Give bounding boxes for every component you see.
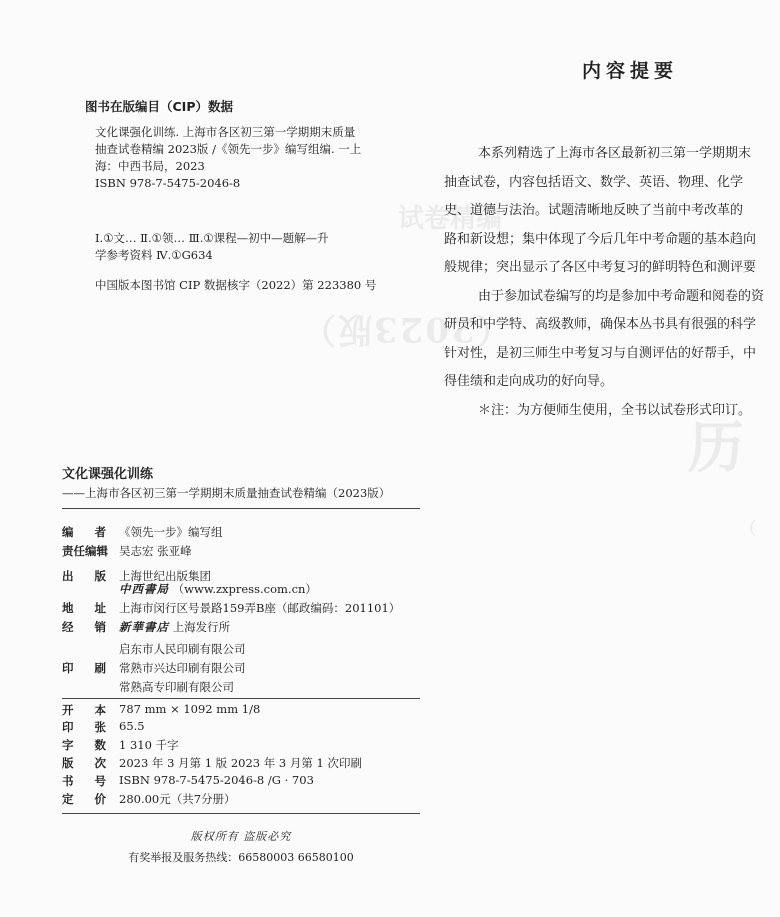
summary-title: 内容提要	[582, 60, 679, 82]
summary-line: 抽查试卷，内容包括语文、数学、英语、物理、化学	[444, 174, 744, 190]
info-label: 地址	[62, 601, 106, 615]
distributor-name: 上海发行所	[172, 620, 231, 634]
info-label: 经销	[62, 620, 106, 634]
summary-line: 本系列精选了上海市各区最新初三第一学期期末	[478, 146, 752, 161]
info-label: 字数	[62, 738, 106, 752]
divider	[62, 508, 420, 509]
info-label: 书号	[62, 774, 106, 788]
info-value: 常熟市兴达印刷有限公司	[119, 661, 246, 675]
show-through-big-char: 历	[688, 415, 744, 481]
publisher-logo: 中西書局	[119, 582, 169, 596]
info-label: 印张	[62, 720, 106, 734]
info-value: 2023 年 3 月第 1 版 2023 年 3 月第 1 次印刷	[119, 756, 363, 770]
cip-catalog-line: 文化课强化训练. 上海市各区初三第一学期期末质量	[95, 125, 356, 139]
info-label: 责任编辑	[62, 544, 108, 558]
info-value: 吴志宏 张亚峰	[119, 544, 192, 558]
cip-catalog-line: ISBN 978-7-5475-2046-8	[95, 176, 241, 190]
hotline: 有奖举报及服务热线：66580003 66580100	[128, 851, 354, 864]
show-through-small-char: （	[740, 519, 757, 538]
info-value: 常熟高专印刷有限公司	[119, 680, 234, 694]
cip-number-line: 中国版本图书馆 CIP 数据核字（2022）第 223380 号	[95, 278, 377, 292]
summary-line: 由于参加试卷编写的均是参加中考命题和阅卷的资	[478, 288, 765, 304]
info-value: 1 310 千字	[119, 738, 179, 752]
summary-line: 针对性，是初三师生中考复习与自测评估的好帮手，中	[444, 345, 757, 361]
rights-notice: 版权所有 盗版必究	[190, 830, 292, 843]
info-value: 65.5	[119, 719, 145, 733]
summary-body	[444, 140, 780, 425]
summary-line: 研员和中学特、高级教师，确保本丛书具有很强的科学	[444, 317, 757, 332]
summary-line: 得佳绩和走向成功的好向导。	[444, 374, 614, 389]
info-value: 上海市闵行区号景路159弄B座（邮政编码：201101）	[119, 601, 401, 615]
info-value: 《领先一步》编写组	[119, 525, 223, 539]
info-value: 启东市人民印刷有限公司	[119, 642, 246, 656]
info-label: 出版	[62, 569, 106, 583]
info-value: 280.00元（共7分册）	[119, 792, 236, 806]
summary-line: 史、道德与法治。试题清晰地反映了当前中考改革的	[444, 203, 744, 218]
info-label: 版次	[62, 756, 106, 770]
info-label: 印刷	[62, 661, 106, 675]
book-subtitle: ——上海市各区初三第一学期期末质量抽查试卷精编（2023版）	[62, 486, 391, 500]
info-label: 编者	[62, 525, 106, 539]
info-value	[119, 581, 317, 597]
info-label: 开本	[62, 703, 106, 717]
info-value	[119, 619, 230, 635]
cip-classification-line: 学参考资料 Ⅳ.①G634	[95, 248, 213, 262]
divider	[62, 698, 420, 699]
info-value: 上海世纪出版集团	[119, 569, 211, 583]
summary-line: 般规律；突出显示了各区中考复习的鲜明特色和测评要	[444, 260, 757, 275]
summary-note: ＊注：为方便师生使用，全书以试卷形式印订。	[478, 402, 752, 418]
distributor-logo: 新華書店	[119, 620, 169, 634]
show-through-spine-text: 试卷精编	[398, 204, 503, 234]
cip-catalog-line: 抽查试卷精编 2023版 /《领先一步》编写组编. 一上	[95, 142, 362, 156]
cip-catalog	[95, 124, 395, 192]
publisher-website: （www.zxpress.com.cn）	[172, 582, 317, 596]
cip-classification-line: Ⅰ.①文… Ⅱ.①领… Ⅲ.①课程—初中—题解—升	[95, 231, 329, 245]
book-title: 文化课强化训练	[62, 467, 154, 482]
cip-catalog-line: 海：中西书局，2023	[95, 159, 205, 173]
info-value: 787 mm × 1092 mm 1/8	[119, 702, 261, 716]
show-through-edition: （2023版）	[300, 309, 511, 349]
cip-number	[95, 277, 395, 294]
summary-line: 路和新设想；集中体现了今后几年中考命题的基本趋向	[444, 231, 757, 247]
info-label: 定价	[62, 792, 106, 806]
cip-title: 图书在版编目（CIP）数据	[85, 99, 233, 114]
cip-classification	[95, 230, 395, 264]
info-value: ISBN 978-7-5475-2046-8 /G · 703	[119, 773, 314, 787]
divider	[62, 813, 420, 814]
